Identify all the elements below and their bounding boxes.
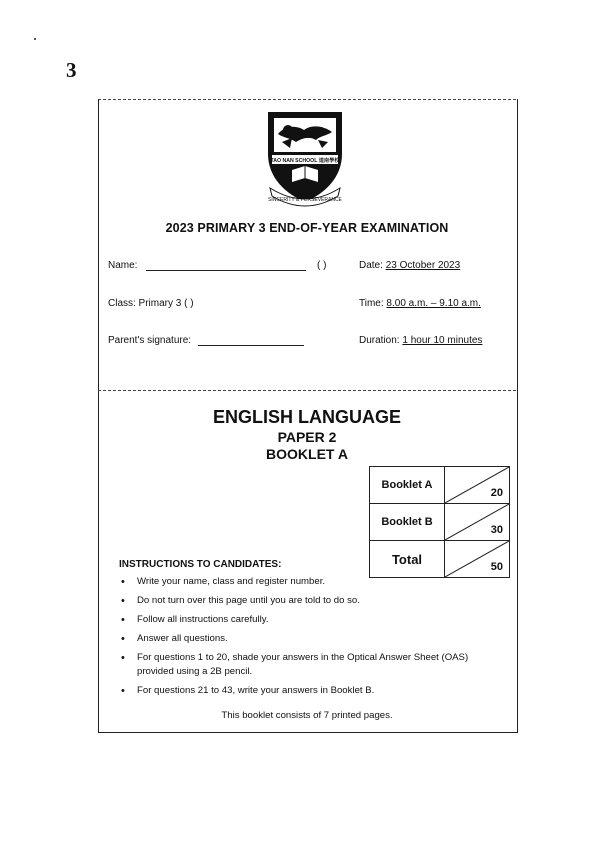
date-value: 23 October 2023 <box>385 260 461 271</box>
crest-motto: SINCERITY & PERSEVERANCE <box>268 197 342 203</box>
crest-school-name: TAO NAN SCHOOL 道南學校 <box>270 158 340 164</box>
instruction-item: • Do not turn over this page until you are told to do so. <box>119 594 499 608</box>
instructions-list <box>119 575 499 703</box>
subject-title: ENGLISH LANGUAGE <box>212 407 401 427</box>
page-number: 3 <box>66 58 77 82</box>
score-max: 50 <box>490 561 503 573</box>
class-field: Class: Primary 3 ( ) <box>108 298 194 309</box>
exam-title: 2023 PRIMARY 3 END-OF-YEAR EXAMINATION <box>165 221 449 235</box>
score-table <box>369 466 510 578</box>
score-row <box>370 504 510 541</box>
paper-number: PAPER 2 <box>277 429 337 445</box>
date-label: Date: <box>359 260 383 271</box>
score-row <box>370 541 510 578</box>
instruction-item: • Follow all instructions carefully. <box>119 613 499 627</box>
instruction-item: • Write your name, class and register number. <box>119 575 499 589</box>
time-label: Time: <box>359 298 384 309</box>
duration-label: Duration: <box>359 335 400 346</box>
duration-field <box>359 335 482 346</box>
instruction-item: • For questions 21 to 43, write your answers in Booklet B. <box>119 684 499 698</box>
section-divider <box>98 390 516 391</box>
date-field <box>359 260 460 271</box>
name-field <box>108 260 326 271</box>
school-crest-logo <box>262 106 348 210</box>
page-count-note: This booklet consists of 7 printed pages. <box>221 710 393 721</box>
instruction-item: • Answer all questions. <box>119 632 499 646</box>
score-max: 20 <box>490 487 503 499</box>
score-row-label: Booklet B <box>370 504 445 541</box>
score-max: 30 <box>490 524 503 536</box>
register-number-parens: ( ) <box>317 260 327 271</box>
name-line <box>146 269 306 271</box>
time-value: 8.00 a.m. – 9.10 a.m. <box>386 298 481 309</box>
score-cell <box>445 504 510 541</box>
name-label: Name: <box>108 260 138 271</box>
score-row-label: Booklet A <box>370 467 445 504</box>
instruction-item: • For questions 1 to 20, shade your answers in the Optical Answer Sheet (OAS) provided using a 2B pencil. <box>119 651 499 679</box>
score-row <box>370 467 510 504</box>
parent-signature-label: Parent's signature: <box>108 335 192 346</box>
duration-value: 1 hour 10 minutes <box>402 335 483 346</box>
time-field <box>359 298 481 309</box>
score-cell <box>445 541 510 578</box>
parent-signature-field <box>108 335 304 346</box>
instructions-heading: INSTRUCTIONS TO CANDIDATES: <box>119 559 282 570</box>
score-cell <box>445 467 510 504</box>
booklet-label: BOOKLET A <box>266 446 348 462</box>
score-row-label: Total <box>370 541 445 578</box>
scan-speck <box>34 38 36 40</box>
parent-signature-line <box>198 344 304 346</box>
